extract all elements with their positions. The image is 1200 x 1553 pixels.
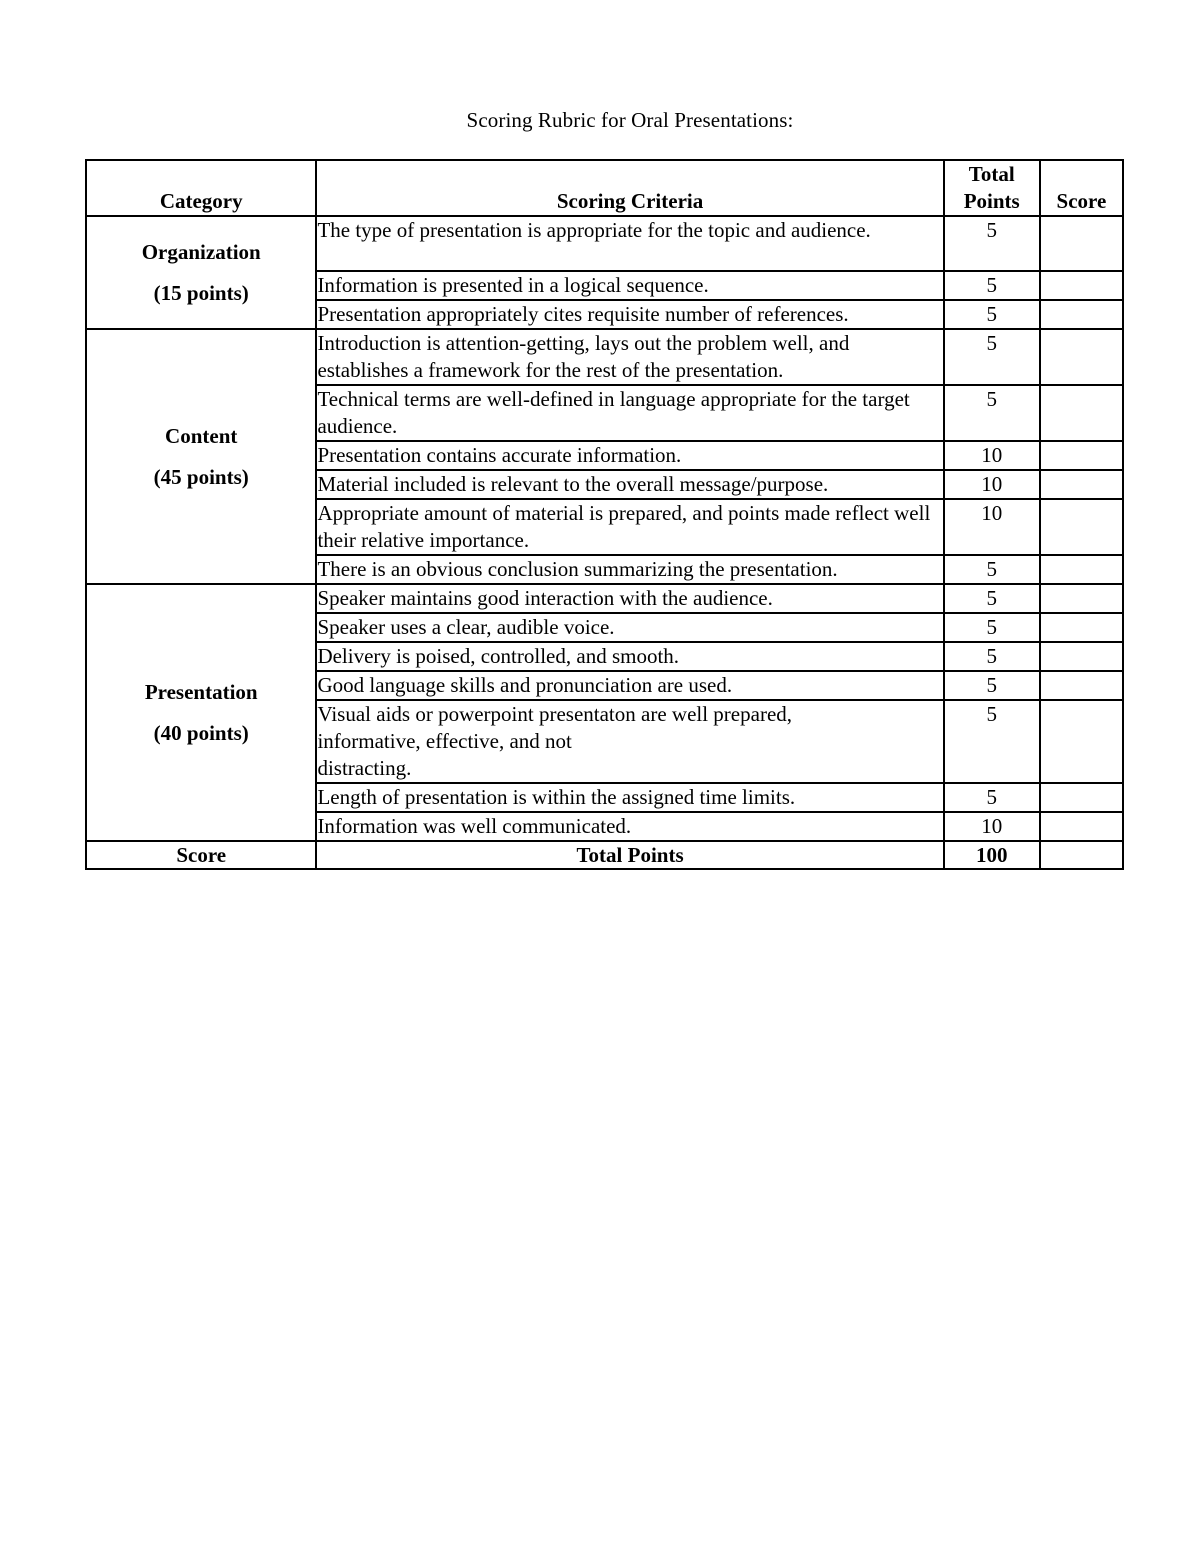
points-cell: 5 (944, 783, 1040, 812)
criteria-cell (316, 700, 943, 783)
page-title: Scoring Rubric for Oral Presentations: (466, 108, 794, 132)
total-row (86, 841, 1123, 869)
header-total-points-line2: Points (963, 189, 1020, 213)
category-name: Presentation (144, 679, 258, 704)
criteria-line: Visual aids or powerpoint presentaton are well prepared, (317, 702, 793, 726)
criteria-cell: There is an obvious conclusion summarizing the presentation. (316, 555, 943, 584)
points-cell: 5 (944, 671, 1040, 700)
category-points: (45 points) (153, 464, 249, 489)
score-cell[interactable] (1040, 783, 1123, 812)
score-cell[interactable] (1040, 499, 1123, 555)
points-cell: 5 (944, 555, 1040, 584)
score-cell[interactable] (1040, 216, 1123, 271)
criteria-cell: Appropriate amount of material is prepared, and points made reflect well their relative importance. (316, 499, 943, 555)
category-cell-content (86, 329, 316, 584)
table-row (86, 584, 1123, 613)
footer-total-points-label: Total Points (316, 841, 943, 869)
score-cell[interactable] (1040, 441, 1123, 470)
points-cell: 5 (944, 329, 1040, 385)
criteria-cell: Presentation contains accurate information. (316, 441, 943, 470)
score-cell[interactable] (1040, 329, 1123, 385)
category-points: (15 points) (153, 280, 249, 305)
header-scoring-criteria: Scoring Criteria (316, 160, 943, 216)
criteria-cell: Introduction is attention-getting, lays out the problem well, and establishes a framework for the rest of the presentation. (316, 329, 943, 385)
points-cell: 10 (944, 441, 1040, 470)
score-cell[interactable] (1040, 555, 1123, 584)
header-total-points (944, 160, 1040, 216)
score-cell[interactable] (1040, 812, 1123, 841)
criteria-cell: Speaker maintains good interaction with the audience. (316, 584, 943, 613)
points-cell: 10 (944, 499, 1040, 555)
score-cell[interactable] (1040, 584, 1123, 613)
score-cell[interactable] (1040, 385, 1123, 441)
score-cell[interactable] (1040, 613, 1123, 642)
header-total-points-line1: Total (968, 162, 1015, 186)
category-cell-presentation (86, 584, 316, 841)
points-cell: 5 (944, 642, 1040, 671)
criteria-cell: Length of presentation is within the assigned time limits. (316, 783, 943, 812)
criteria-cell: Speaker uses a clear, audible voice. (316, 613, 943, 642)
score-cell[interactable] (1040, 300, 1123, 329)
points-cell: 5 (944, 584, 1040, 613)
criteria-line: distracting. (317, 756, 412, 780)
footer-score-label: Score (86, 841, 316, 869)
category-name: Organization (141, 239, 261, 264)
score-cell[interactable] (1040, 700, 1123, 783)
category-cell-organization (86, 216, 316, 329)
score-cell[interactable] (1040, 470, 1123, 499)
points-cell: 5 (944, 300, 1040, 329)
criteria-cell: Information is presented in a logical sequence. (316, 271, 943, 300)
points-cell: 10 (944, 812, 1040, 841)
criteria-cell: Good language skills and pronunciation are used. (316, 671, 943, 700)
table-row (86, 329, 1123, 385)
criteria-cell: Delivery is poised, controlled, and smooth. (316, 642, 943, 671)
category-points: (40 points) (153, 720, 249, 745)
criteria-cell: The type of presentation is appropriate for the topic and audience. (316, 216, 943, 271)
score-cell[interactable] (1040, 642, 1123, 671)
points-cell: 5 (944, 271, 1040, 300)
category-name: Content (165, 423, 238, 448)
score-cell[interactable] (1040, 671, 1123, 700)
score-cell[interactable] (1040, 271, 1123, 300)
criteria-cell: Information was well communicated. (316, 812, 943, 841)
table-header-row (86, 160, 1123, 216)
points-cell: 10 (944, 470, 1040, 499)
points-cell: 5 (944, 613, 1040, 642)
criteria-line: informative, effective, and not (317, 729, 572, 753)
points-cell: 5 (944, 216, 1040, 271)
footer-total-value: 100 (944, 841, 1040, 869)
header-category: Category (86, 160, 316, 216)
header-score: Score (1040, 160, 1123, 216)
points-cell: 5 (944, 700, 1040, 783)
criteria-cell: Material included is relevant to the overall message/purpose. (316, 470, 943, 499)
table-row (86, 216, 1123, 271)
total-score-cell[interactable] (1040, 841, 1123, 869)
criteria-cell: Technical terms are well-defined in language appropriate for the target audience. (316, 385, 943, 441)
points-cell: 5 (944, 385, 1040, 441)
scoring-rubric-table (85, 159, 1124, 870)
criteria-cell: Presentation appropriately cites requisite number of references. (316, 300, 943, 329)
